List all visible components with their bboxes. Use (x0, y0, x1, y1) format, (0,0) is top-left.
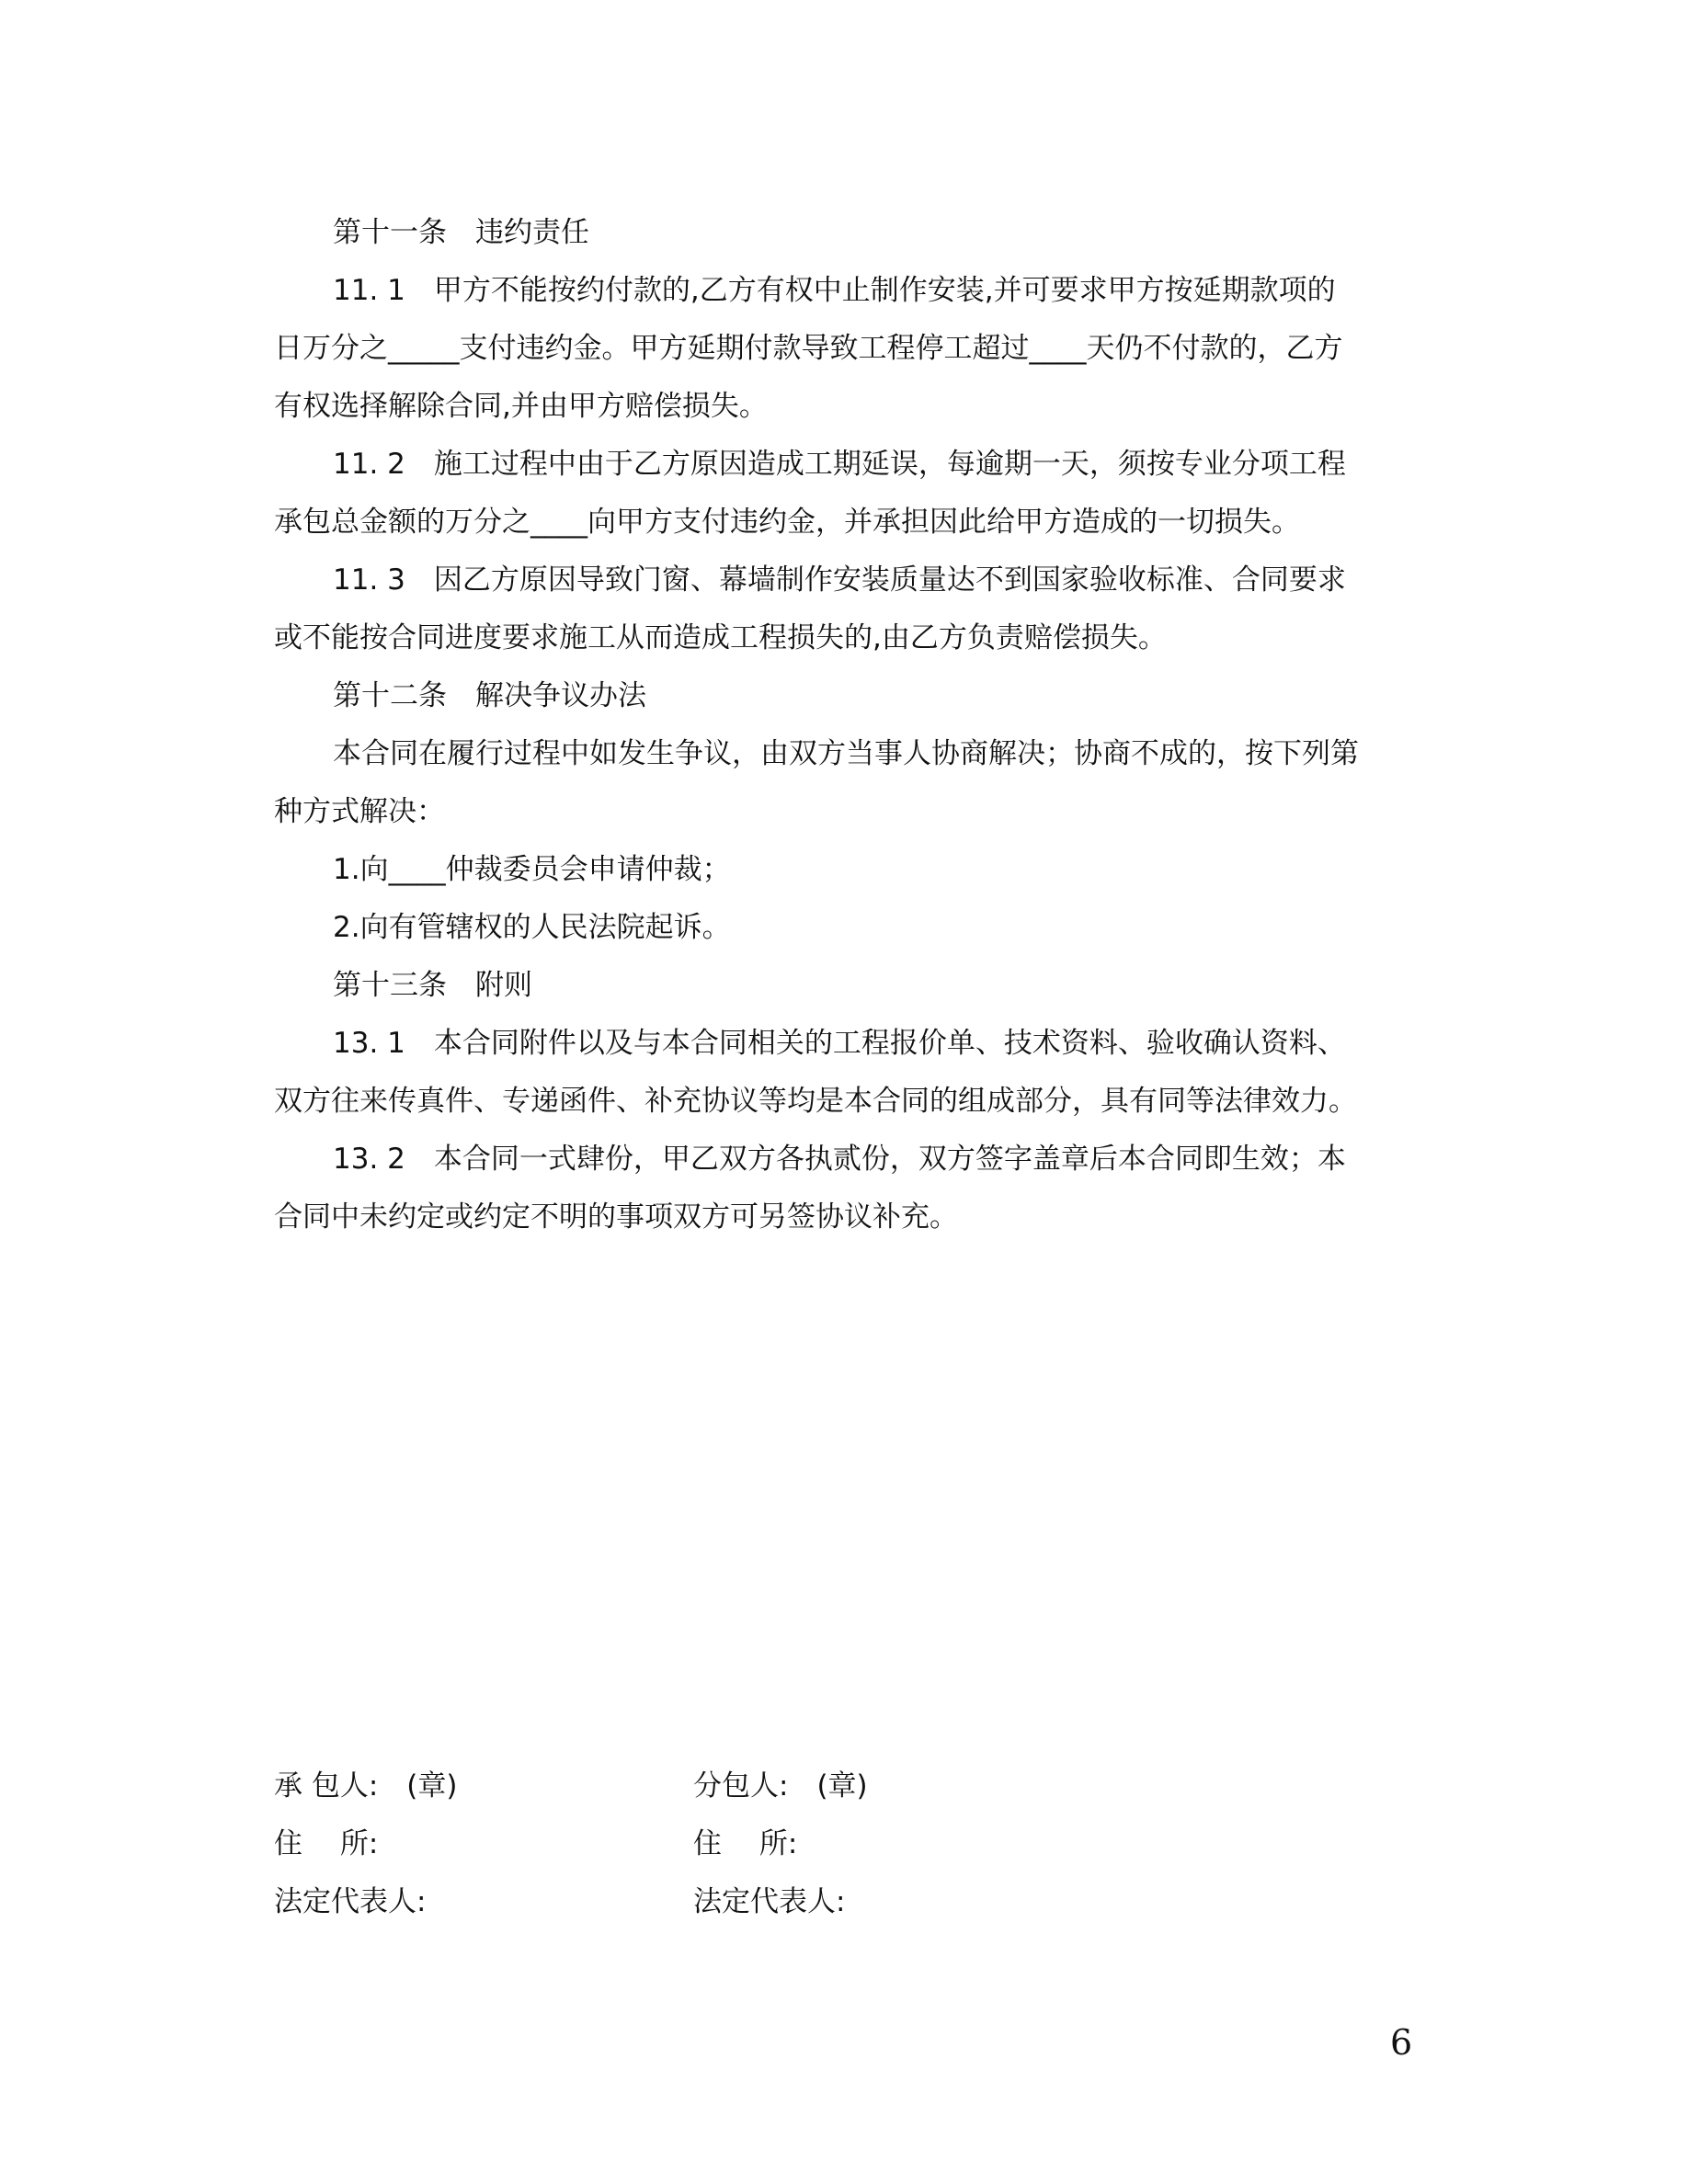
subcontractor-address-label: 住 所: (693, 1827, 798, 1860)
clause-13-1-line-1: 13. 1 本合同附件以及与本合同相关的工程报价单、技术资料、验收确认资料、 (333, 1027, 1346, 1060)
option-court: 2.向有管辖权的人民法院起诉。 (333, 911, 731, 944)
subcontractor-representative-label: 法定代表人: (693, 1885, 846, 1918)
clause-11-3-line-2: 或不能按合同进度要求施工从而造成工程损失的,由乙方负责赔偿损失。 (274, 621, 1167, 654)
clause-11-2-line-1: 11. 2 施工过程中由于乙方原因造成工期延误，每逾期一天，须按专业分项工程 (333, 448, 1346, 481)
clause-11-1-line-3: 有权选择解除合同,并由甲方赔偿损失。 (274, 390, 768, 423)
clause-11-1-line-2: 日万分之_____支付违约金。甲方延期付款导致工程停工超过____天仍不付款的，乙方 (274, 332, 1343, 365)
clause-11-1-line-1: 11. 1 甲方不能按约付款的,乙方有权中止制作安装,并可要求甲方按延期款项的 (333, 274, 1336, 307)
clause-13-2-line-1: 13. 2 本合同一式肆份，甲乙双方各执贰份，双方签字盖章后本合同即生效；本 (333, 1143, 1346, 1176)
article-12-line-2: 种方式解决： (274, 795, 445, 828)
option-arbitration: 1.向____仲裁委员会申请仲裁； (333, 853, 731, 886)
contractor-representative-label: 法定代表人: (274, 1885, 427, 1918)
contract-body (274, 204, 1421, 1246)
contractor-party-label: 承 包人: (章) (274, 1769, 458, 1803)
article-13-heading: 第十三条 附则 (333, 969, 532, 1002)
subcontractor-party-label: 分包人: (章) (693, 1769, 868, 1803)
clause-11-3-line-1: 11. 3 因乙方原因导致门窗、幕墙制作安装质量达不到国家验收标准、合同要求 (333, 563, 1346, 597)
clause-13-1-line-2: 双方往来传真件、专递函件、补充协议等均是本合同的组成部分，具有同等法律效力。 (274, 1085, 1357, 1118)
clause-11-2-line-2: 承包总金额的万分之____向甲方支付违约金，并承担因此给甲方造成的一切损失。 (274, 506, 1300, 539)
article-12-heading: 第十二条 解决争议办法 (333, 679, 646, 712)
clause-13-2-line-2: 合同中未约定或约定不明的事项双方可另签协议补充。 (274, 1200, 958, 1234)
article-11-heading: 第十一条 违约责任 (333, 216, 589, 249)
page-number: 6 (1390, 2022, 1413, 2063)
article-12-line-1: 本合同在履行过程中如发生争议，由双方当事人协商解决；协商不成的，按下列第 (333, 737, 1359, 770)
contractor-address-label: 住 所: (274, 1827, 379, 1860)
